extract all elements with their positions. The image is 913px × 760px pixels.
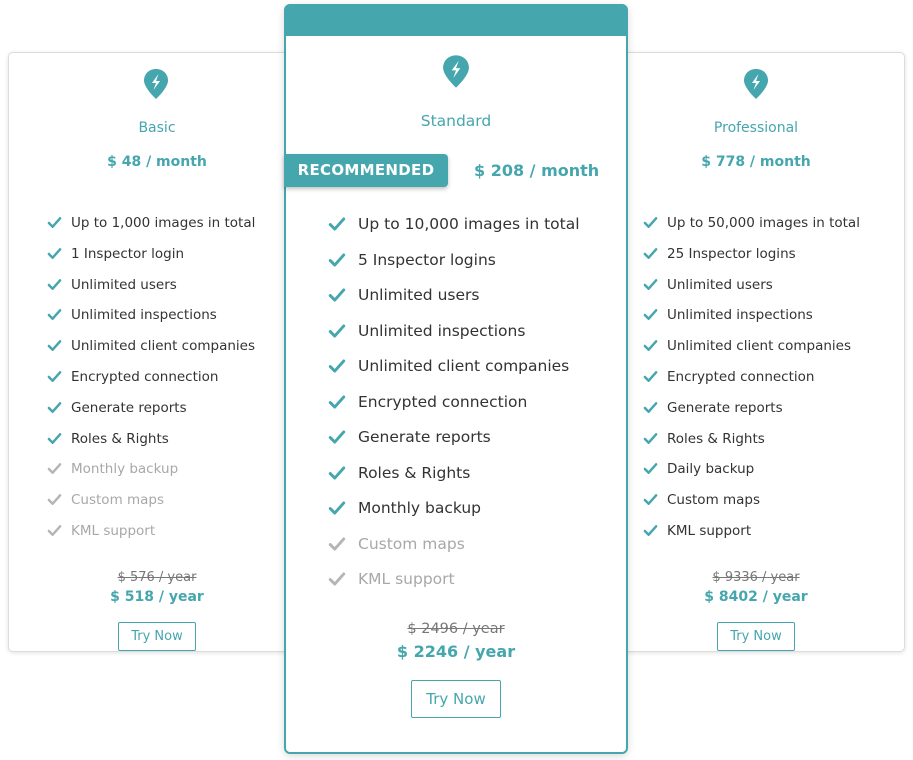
check-icon [47, 369, 62, 388]
plan-price-month: $ 48 / month [107, 154, 207, 170]
feature-label: Unlimited client companies [358, 357, 570, 375]
plan-card-professional [607, 52, 905, 652]
check-icon [643, 492, 658, 511]
feature-label: Monthly backup [358, 499, 482, 517]
discount-price-year: $ 8402 / year [704, 589, 808, 605]
check-icon [328, 464, 346, 486]
check-icon [328, 322, 346, 344]
feature-label: Up to 1,000 images in total [71, 215, 256, 231]
feature-label: Unlimited users [667, 276, 773, 293]
check-icon [328, 251, 346, 273]
check-icon [643, 400, 658, 419]
check-icon [328, 215, 346, 237]
plan-name: Professional [713, 120, 799, 136]
feature-label: Daily backup [667, 461, 755, 478]
featured-top-bar [286, 6, 626, 36]
feature-label: Up to 50,000 images in total [667, 215, 860, 231]
check-icon [643, 369, 658, 388]
plan-card-basic [8, 52, 306, 652]
recommended-badge: RECOMMENDED [284, 154, 448, 187]
check-icon [328, 428, 346, 450]
check-icon [47, 431, 62, 450]
plan-name: Basic [138, 120, 176, 136]
feature-label: 1 Inspector login [71, 245, 185, 262]
check-icon [643, 431, 658, 450]
feature-label: Encrypted connection [667, 369, 815, 385]
feature-label: Custom maps [667, 492, 761, 509]
plan-name: Standard [420, 112, 492, 130]
original-price-year: $ 576 / year [117, 570, 197, 585]
check-icon [643, 461, 658, 480]
plan-card-standard [284, 4, 628, 754]
map-pin-bolt-icon [143, 68, 169, 100]
feature-label: Unlimited client companies [71, 338, 255, 355]
feature-label: Unlimited inspections [358, 321, 526, 340]
check-icon [643, 246, 658, 265]
check-icon [47, 400, 62, 419]
check-icon [328, 570, 346, 592]
discount-price-year: $ 2246 / year [396, 642, 516, 661]
check-icon [47, 461, 62, 480]
check-icon [643, 523, 658, 542]
feature-label: Custom maps [358, 534, 465, 553]
map-pin-bolt-icon [442, 54, 470, 89]
feature-label: Unlimited users [358, 286, 480, 304]
check-icon [47, 277, 62, 296]
feature-label: Generate reports [667, 399, 783, 416]
check-icon [47, 523, 62, 542]
check-icon [643, 338, 658, 357]
map-pin-bolt-icon [743, 68, 769, 100]
feature-label: Monthly backup [71, 461, 179, 478]
feature-label: Roles & Rights [667, 430, 765, 447]
plan-price-month: $ 208 / month [474, 161, 600, 180]
feature-label: Unlimited inspections [667, 307, 813, 324]
check-icon [47, 307, 62, 326]
feature-label: KML support [71, 523, 156, 539]
try-now-button[interactable]: Try Now [717, 622, 795, 651]
check-icon [328, 499, 346, 521]
original-price-year: $ 2496 / year [407, 621, 505, 637]
check-icon [643, 215, 658, 234]
try-now-button[interactable]: Try Now [118, 622, 196, 651]
plan-price-month: $ 778 / month [701, 154, 811, 170]
check-icon [328, 393, 346, 415]
feature-label: Encrypted connection [358, 392, 528, 411]
feature-label: KML support [358, 570, 455, 588]
feature-label: Encrypted connection [71, 369, 219, 385]
check-icon [47, 338, 62, 357]
feature-label: Generate reports [71, 399, 187, 416]
check-icon [47, 246, 62, 265]
check-icon [328, 357, 346, 379]
check-icon [328, 286, 346, 308]
feature-label: KML support [667, 523, 752, 539]
check-icon [643, 307, 658, 326]
feature-label: Roles & Rights [358, 463, 471, 482]
feature-label: Up to 10,000 images in total [358, 215, 580, 233]
feature-label: Unlimited inspections [71, 307, 217, 324]
feature-label: Roles & Rights [71, 430, 169, 447]
feature-label: Generate reports [358, 428, 491, 446]
feature-label: 25 Inspector logins [667, 245, 796, 262]
discount-price-year: $ 518 / year [110, 589, 204, 605]
feature-label: Unlimited client companies [667, 338, 851, 355]
check-icon [643, 277, 658, 296]
check-icon [328, 535, 346, 557]
check-icon [47, 215, 62, 234]
try-now-button[interactable]: Try Now [411, 680, 501, 718]
feature-label: Unlimited users [71, 276, 177, 293]
feature-label: Custom maps [71, 492, 165, 509]
check-icon [47, 492, 62, 511]
original-price-year: $ 9336 / year [712, 570, 800, 585]
feature-label: 5 Inspector logins [358, 250, 496, 269]
